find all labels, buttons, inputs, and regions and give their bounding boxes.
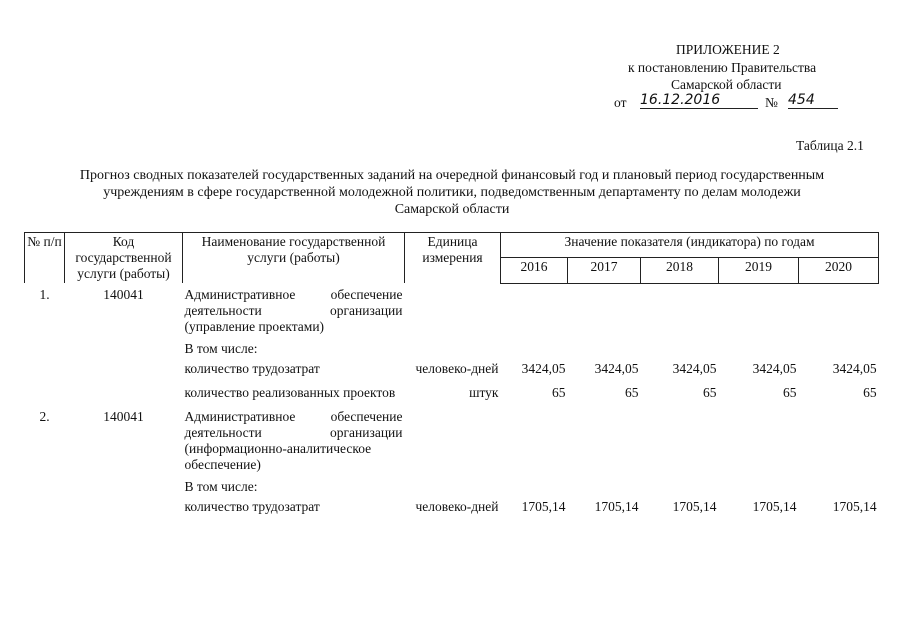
table-row xyxy=(25,361,879,377)
header-year-2018: 2018 xyxy=(641,258,719,283)
table-row xyxy=(25,473,879,499)
value-2019: 65 xyxy=(783,385,797,400)
table-label: Таблица 2.1 xyxy=(796,138,864,153)
header-year-2020: 2020 xyxy=(799,258,879,283)
document-title xyxy=(20,167,884,218)
appendix-from-label: от xyxy=(614,95,627,110)
header-name: Наименование государственной услуги (работы) xyxy=(183,233,405,284)
indicator-name: количество трудозатрат xyxy=(184,499,320,514)
indicator-unit: штук xyxy=(469,385,499,400)
value-2019: 1705,14 xyxy=(752,499,797,514)
appendix-number-label: № xyxy=(765,95,778,110)
value-2017: 3424,05 xyxy=(594,361,639,376)
table-row xyxy=(25,335,879,361)
appendix-date: 16.12.2016 xyxy=(640,92,758,109)
row-including-label: В том числе: xyxy=(184,479,258,494)
row-code: 140041 xyxy=(103,409,144,424)
header-num: № п/п xyxy=(25,233,65,284)
value-2017: 65 xyxy=(625,385,639,400)
value-2016: 1705,14 xyxy=(521,499,566,514)
table-row xyxy=(25,409,879,473)
header-year-2019: 2019 xyxy=(719,258,799,283)
value-2016: 3424,05 xyxy=(521,361,566,376)
value-2018: 1705,14 xyxy=(672,499,717,514)
value-2020: 1705,14 xyxy=(832,499,877,514)
value-2016: 65 xyxy=(552,385,566,400)
value-2017: 1705,14 xyxy=(594,499,639,514)
document-title-line-2: учреждениям в сфере государственной молодежной политики, подведомственным департаменту по делам молодежи xyxy=(103,185,801,200)
table-row xyxy=(25,385,879,401)
row-name: Административное обеспечение деятельности организации (информационно-аналитическое обеспечение) xyxy=(184,409,403,472)
indicator-unit: человеко-дней xyxy=(415,499,499,514)
header-unit: Единица измерения xyxy=(405,233,501,284)
indicator-unit: человеко-дней xyxy=(415,361,499,376)
indicators-table xyxy=(24,232,879,515)
value-2019: 3424,05 xyxy=(752,361,797,376)
value-2020: 65 xyxy=(863,385,877,400)
appendix-title: ПРИЛОЖЕНИЕ 2 xyxy=(676,42,780,57)
header-year-2017: 2017 xyxy=(568,258,641,283)
header-year-2016: 2016 xyxy=(501,258,568,283)
row-code: 140041 xyxy=(103,287,144,302)
value-2018: 65 xyxy=(703,385,717,400)
table-row xyxy=(25,499,879,515)
row-name: Административное обеспечение деятельности организации (управление проектами) xyxy=(184,287,403,334)
row-including-label: В том числе: xyxy=(184,341,258,356)
header-code: Код государственной услуги (работы) xyxy=(65,233,183,284)
row-num: 2. xyxy=(39,409,50,424)
indicator-name: количество трудозатрат xyxy=(184,361,320,376)
document-title-line-1: Прогноз сводных показателей государственных заданий на очередной финансовый год и плановый период государственным xyxy=(79,168,825,183)
appendix-region-line: Самарской области xyxy=(671,77,782,92)
table-row xyxy=(25,283,879,335)
appendix-decree-line: к постановлению Правительства xyxy=(628,60,817,75)
appendix-number: 454 xyxy=(788,92,838,109)
document-title-line-3: Самарской области xyxy=(394,202,510,217)
value-2020: 3424,05 xyxy=(832,361,877,376)
header-values-group: Значение показателя (индикатора) по годам xyxy=(501,233,879,258)
indicator-name: количество реализованных проектов xyxy=(184,385,396,400)
value-2018: 3424,05 xyxy=(672,361,717,376)
row-num: 1. xyxy=(39,287,50,302)
